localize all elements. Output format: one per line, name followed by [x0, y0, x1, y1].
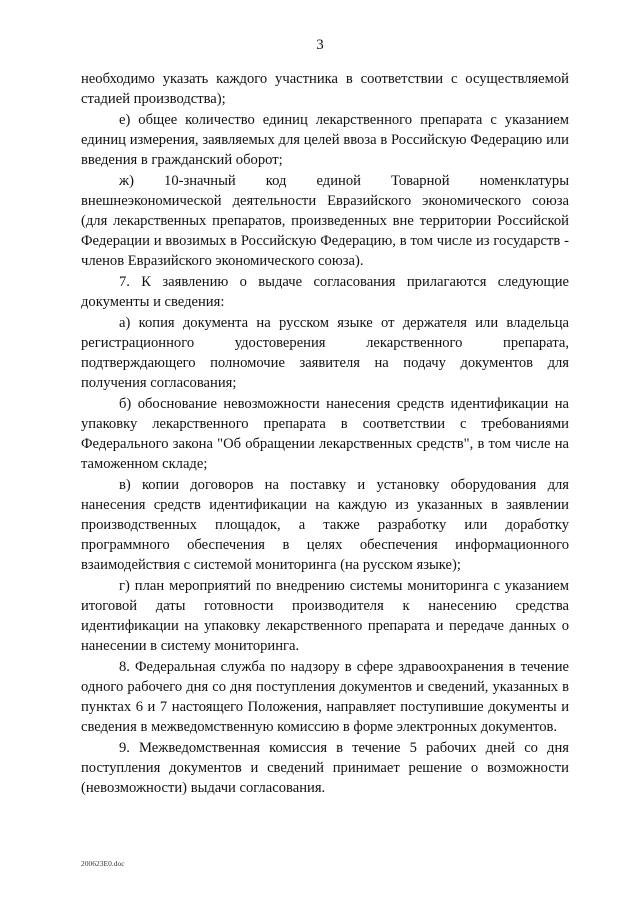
paragraph-item-a: а) копия документа на русском языке от держателя или владельца регистрационного удостоверения лекарственного препарата, подтверждающего полномочие заявителя на подачу документов для получения согласования; [81, 315, 569, 391]
paragraph-clause-9: 9. Межведомственная комиссия в течение 5 рабочих дней со дня поступления документов и сведений принимает решение о возможности (невозможности) выдачи согласования. [81, 740, 569, 796]
paragraph-clause-8: 8. Федеральная служба по надзору в сфере здравоохранения в течение одного рабочего дня со дня поступления документов и сведений, указанных в пунктах 6 и 7 настоящего Положения, направляет поступившие документы и сведения в межведомственную комиссию в форме электронных документов. [81, 659, 569, 735]
paragraph-item-v: в) копии договоров на поставку и установку оборудования для нанесения средств идентификации на каждую из указанных в заявлении производственных площадок, а также разработку или доработку программного обеспечения в целях обеспечения информационного взаимодействия с системой мониторинга (на русском языке); [81, 477, 569, 573]
paragraph-item-b: б) обоснование невозможности нанесения средств идентификации на упаковку лекарственного препарата в соответствии с требованиями Федерального закона "Об обращении лекарственных средств", в том числе на таможенном складе; [81, 396, 569, 472]
paragraph-continuation: необходимо указать каждого участника в соответствии с осуществляемой стадией производства); [81, 71, 569, 107]
paragraph-item-zh: ж) 10-значный код единой Товарной номенклатуры внешнеэкономической деятельности Евразийского экономического союза (для лекарственных препаратов, произведенных вне территории Российской Федерации и ввозимых в Российскую Федерацию, в том числе из государств - членов Евразийского экономического союза). [81, 173, 569, 269]
paragraph-item-e: е) общее количество единиц лекарственного препарата с указанием единиц измерения, заявляемых для целей ввоза в Российскую Федерацию или введения в гражданский оборот; [81, 112, 569, 168]
page-number: 3 [316, 37, 324, 53]
footer-doc-code: 200623E0.doc [81, 859, 125, 868]
paragraph-item-g: г) план мероприятий по внедрению системы мониторинга с указанием итоговой даты готовности производителя к нанесению средства идентификации на упаковку лекарственного препарата и передаче данных о нанесении в систему мониторинга. [81, 578, 569, 654]
document-body [81, 69, 569, 799]
paragraph-clause-7: 7. К заявлению о выдаче согласования прилагаются следующие документы и сведения: [81, 274, 569, 310]
